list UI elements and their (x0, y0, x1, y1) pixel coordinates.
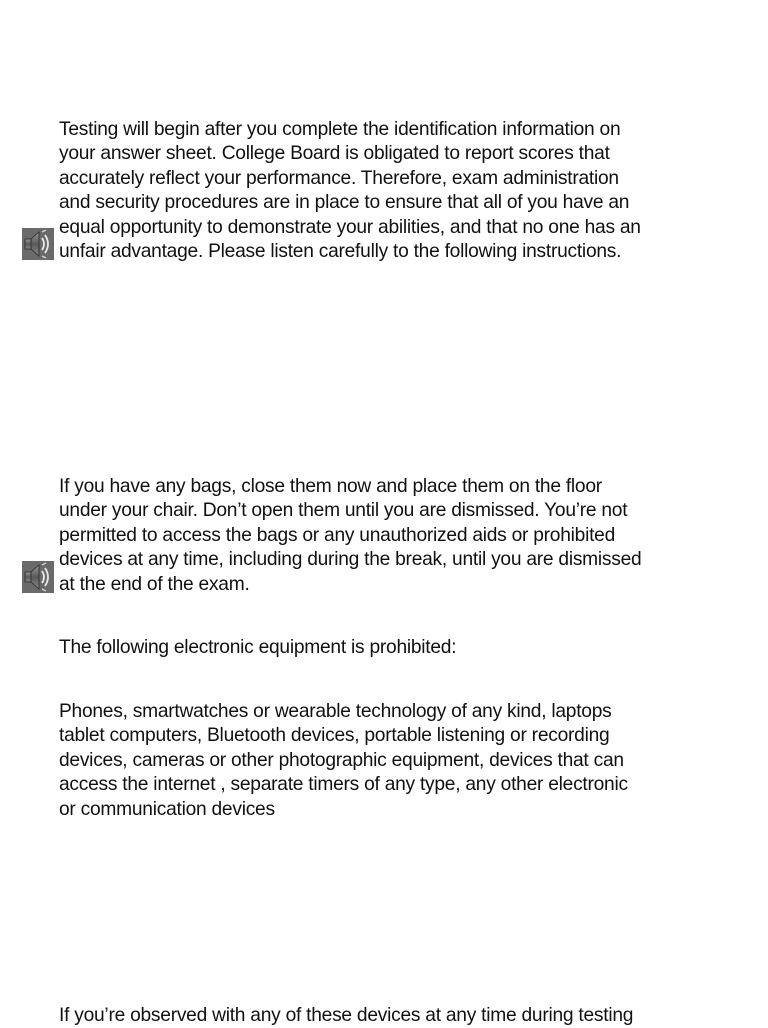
paragraph-prohibited-heading: The following electronic equipment is prohibited: (59, 637, 457, 658)
speaker-icon[interactable] (22, 228, 54, 260)
paragraph-identification-instructions: Testing will begin after you complete the identification information on your answer sheet. College Board is obligated to report scores that accurately reflect your performance. Therefore, exam administration and security procedures are in place to ensure that all of you have an equal opportunity to demonstrate your abilities, and that no one has an unfair advantage. Please listen carefully to the following instructions. (59, 119, 641, 263)
speaker-icon-graphic (22, 228, 54, 260)
paragraph-observed-devices: If you’re observed with any of these devices at any time during testing (59, 1005, 634, 1026)
speaker-icon[interactable] (22, 561, 54, 593)
paragraph-bags-instructions: If you have any bags, close them now and place them on the floor under your chair. Don’t open them until you are dismissed. You’re not permitted to access the bags or any unauthorized aids or prohibited devices at any time, including during the break, until you are dismissed at the end of the exam. (59, 476, 642, 595)
paragraph-prohibited-devices-list: Phones, smartwatches or wearable technology of any kind, laptops tablet computers, Bluetooth devices, portable listening or recording devices, cameras or other photographic equipment, devices that can access the internet , separate timers of any type, any other electronic or communication devices (59, 701, 628, 820)
speaker-icon-graphic (22, 561, 54, 593)
